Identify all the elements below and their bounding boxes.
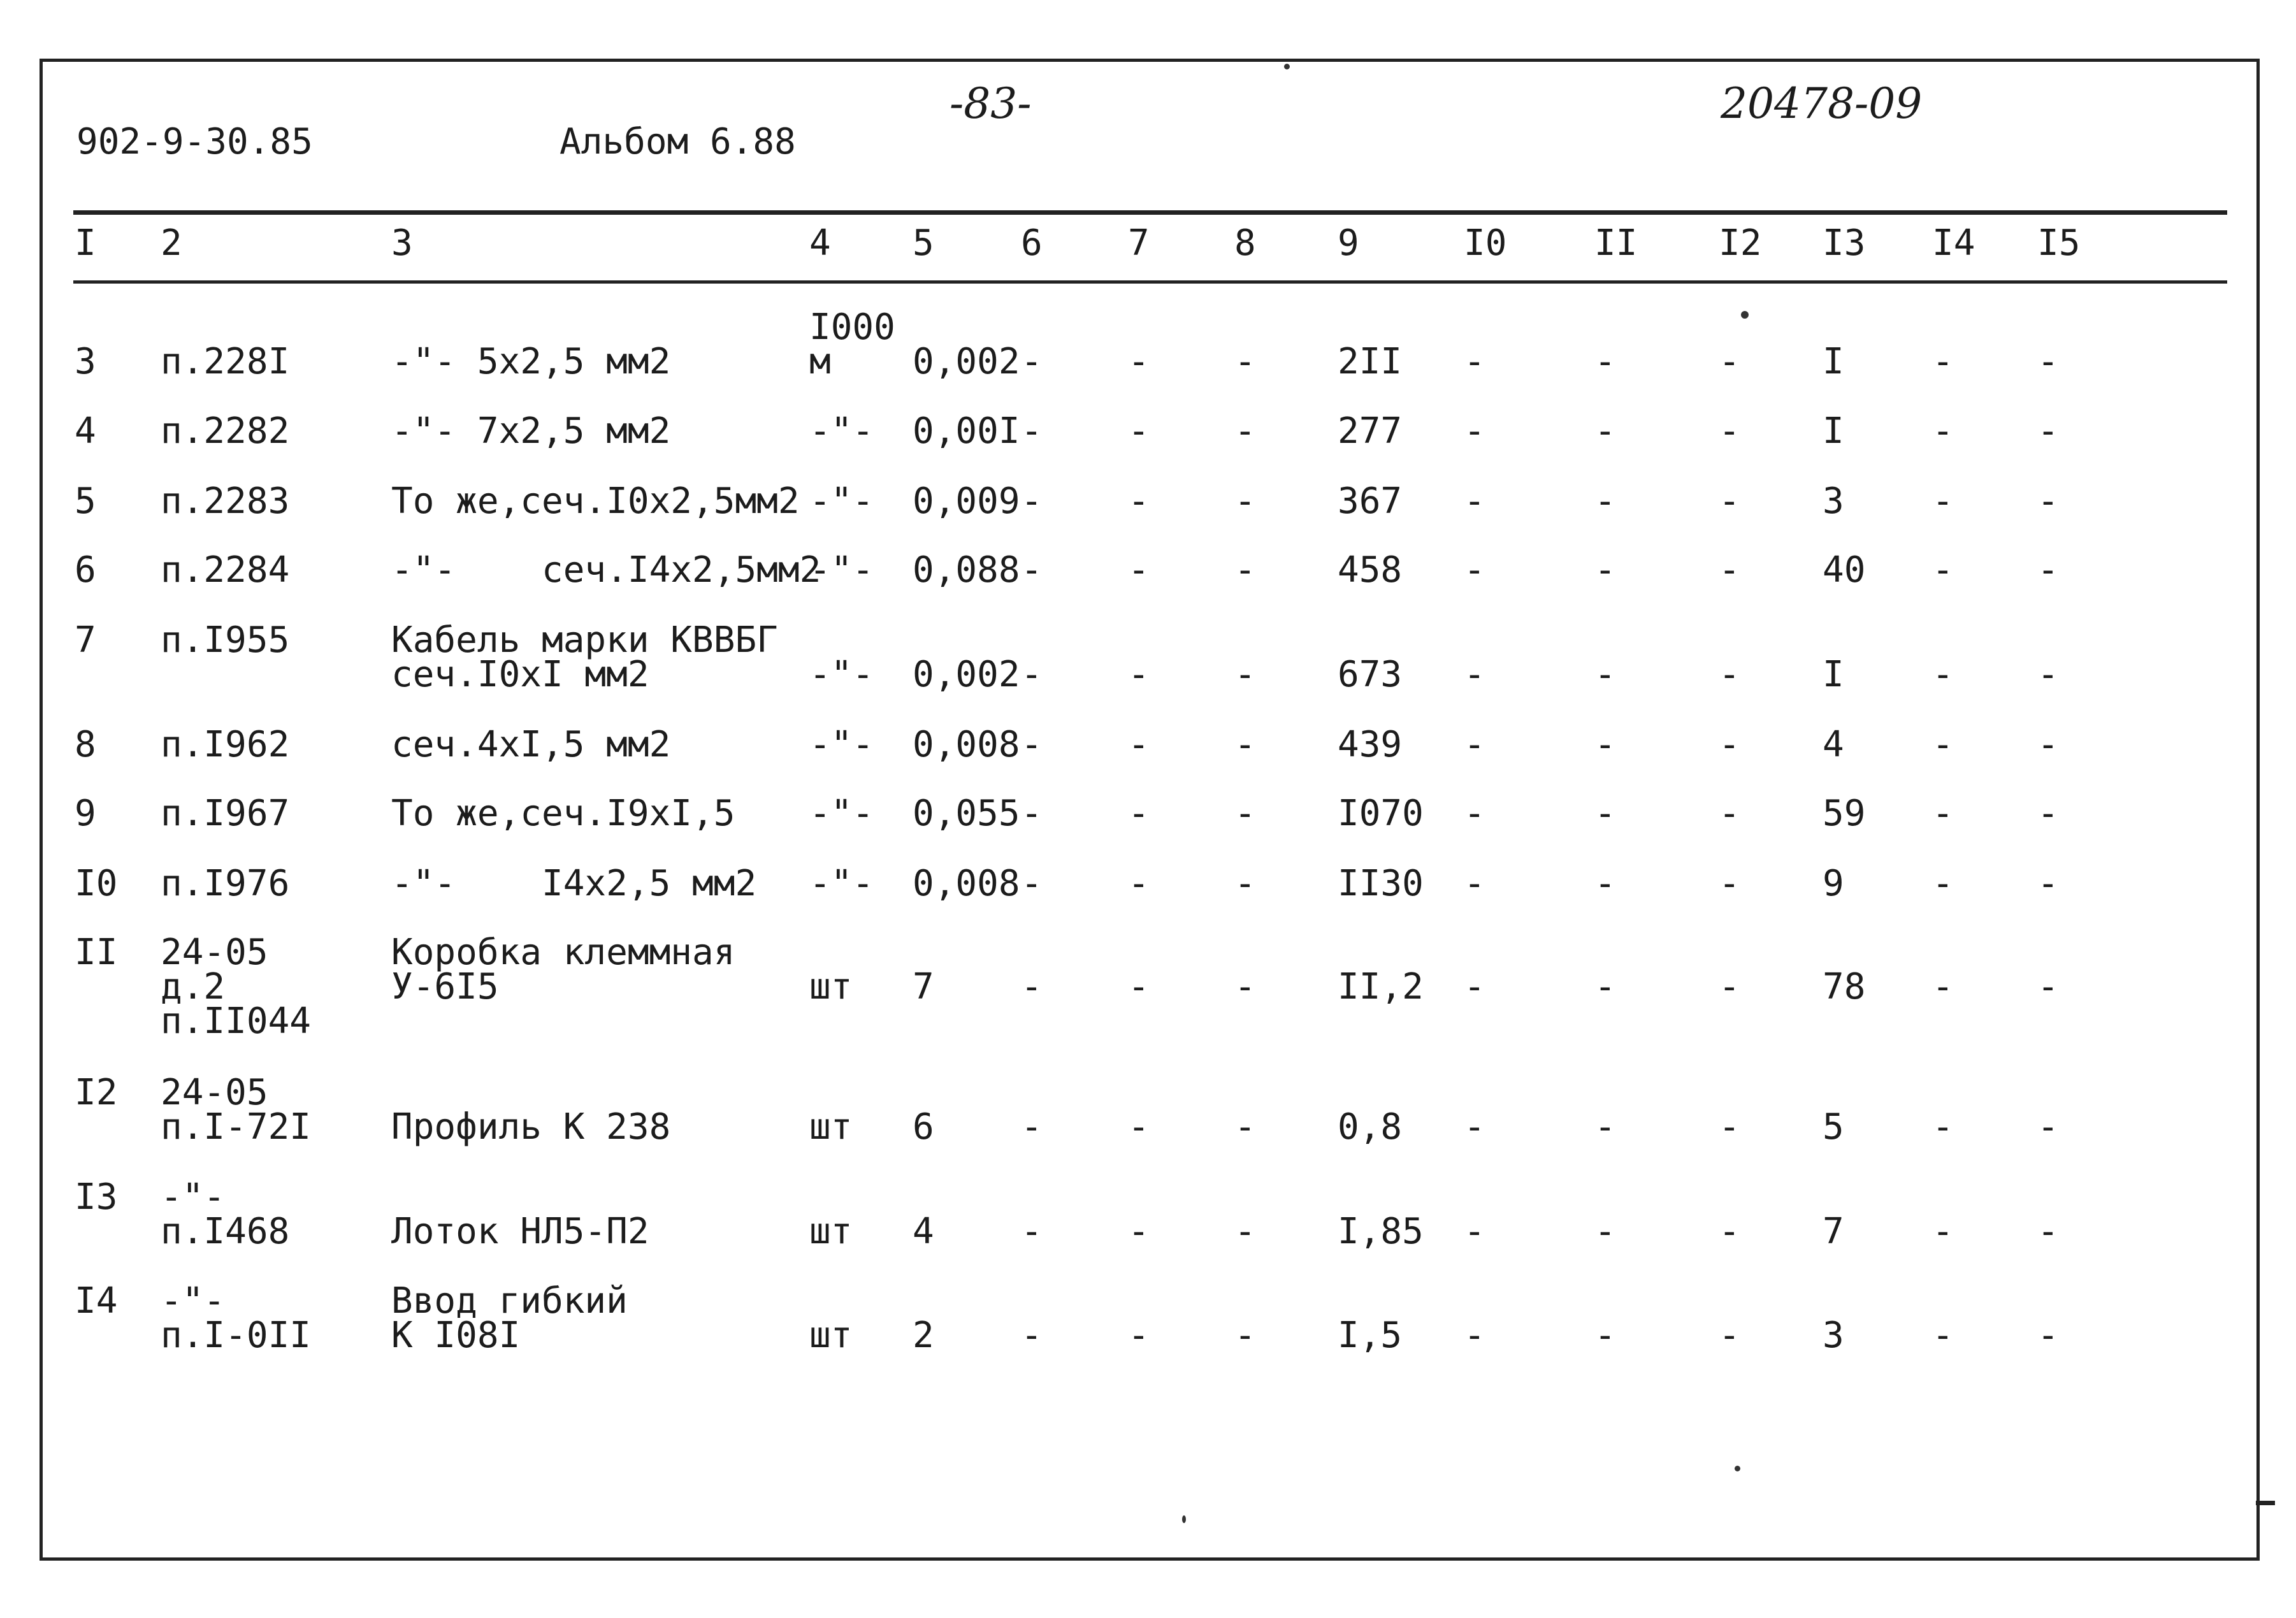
cell-col-14: - (1932, 1106, 1954, 1148)
cell-col-1: I2 (75, 1072, 118, 1113)
cell-col-15: - (2037, 966, 2059, 1008)
cell-col-1: I4 (75, 1280, 118, 1322)
cell-col-11: - (1594, 341, 1616, 382)
cell-col-6: - (1021, 1106, 1043, 1148)
cell-col-4: -"- (809, 410, 874, 452)
cell-col-5: 0,008 (913, 863, 1020, 904)
cell-col-6: - (1021, 966, 1043, 1008)
cell-col-14: - (1932, 480, 1954, 522)
column-header: II (1594, 222, 1638, 264)
cell-col-15: - (2037, 549, 2059, 591)
cell-col-1: 9 (75, 793, 96, 834)
cell-col-15: - (2037, 863, 2059, 904)
cell-col-5: 6 (913, 1106, 934, 1148)
cell-col-13: I (1823, 410, 1844, 452)
cell-col-14: - (1932, 724, 1954, 765)
cell-col-5: 0,00I (913, 410, 1020, 452)
cell-col-11: - (1594, 724, 1616, 765)
cell-col-9: 367 (1338, 480, 1403, 522)
cell-col-4: -"- (809, 863, 874, 904)
cell-col-14: - (1932, 549, 1954, 591)
cell-col-9: 277 (1338, 410, 1403, 452)
cell-col-7: - (1128, 724, 1150, 765)
cell-col-14: - (1932, 1315, 1954, 1356)
cell-col-4: -"- (809, 724, 874, 765)
cell-col-13: I (1823, 654, 1844, 695)
cell-col-7: - (1128, 1106, 1150, 1148)
cell-col-4: -"- (809, 549, 874, 591)
cell-col-12: - (1719, 654, 1740, 695)
cell-col-6: - (1021, 724, 1043, 765)
cell-col-4: -"- (809, 480, 874, 522)
cell-col-5: 0,055 (913, 793, 1020, 834)
sheet-code: 20478-09 (1721, 79, 1923, 128)
cell-col-1: II (75, 932, 118, 973)
cell-col-1: 5 (75, 480, 96, 522)
cell-col-1: 3 (75, 341, 96, 382)
cell-col-2: п.2284 (161, 549, 290, 591)
cell-col-15: - (2037, 724, 2059, 765)
cell-col-8: - (1234, 341, 1256, 382)
cell-col-10: - (1464, 549, 1485, 591)
cell-col-4: шт (809, 966, 853, 1008)
cell-col-11: - (1594, 480, 1616, 522)
cell-col-13: 3 (1823, 480, 1844, 522)
cell-col-12: - (1719, 793, 1740, 834)
cell-col-6: - (1021, 793, 1043, 834)
cell-col-8: - (1234, 410, 1256, 452)
cell-col-8: - (1234, 724, 1256, 765)
cell-col-3: Кабель марки КВВБГ сеч.I0хI мм2 (391, 619, 778, 695)
column-header: 4 (809, 222, 831, 264)
cell-col-2: п.I967 (161, 793, 290, 834)
cell-col-3: -"- I4х2,5 мм2 (391, 863, 757, 904)
cell-col-13: 5 (1823, 1106, 1844, 1148)
cell-col-6: - (1021, 1315, 1043, 1356)
cell-col-13: I (1823, 341, 1844, 382)
cell-col-15: - (2037, 480, 2059, 522)
cell-col-2: п.228I (161, 341, 290, 382)
cell-col-3: сеч.4хI,5 мм2 (391, 724, 671, 765)
cell-col-6: - (1021, 549, 1043, 591)
cell-col-7: - (1128, 410, 1150, 452)
cell-col-11: - (1594, 410, 1616, 452)
cell-col-14: - (1932, 793, 1954, 834)
column-header: I2 (1719, 222, 1762, 264)
cell-col-15: - (2037, 1106, 2059, 1148)
cell-col-12: - (1719, 966, 1740, 1008)
cell-col-7: - (1128, 654, 1150, 695)
column-header: 2 (161, 222, 182, 264)
cell-col-10: - (1464, 1106, 1485, 1148)
cell-col-8: - (1234, 863, 1256, 904)
cell-col-5: 0,002 (913, 341, 1020, 382)
cell-col-8: - (1234, 793, 1256, 834)
cell-col-12: - (1719, 724, 1740, 765)
cell-col-10: - (1464, 1315, 1485, 1356)
cell-col-6: - (1021, 480, 1043, 522)
cell-col-9: I,5 (1338, 1315, 1403, 1356)
cell-col-9: 673 (1338, 654, 1403, 695)
cell-col-9: 0,8 (1338, 1106, 1403, 1148)
cell-col-4: -"- (809, 793, 874, 834)
cell-col-5: 2 (913, 1315, 934, 1356)
cell-col-13: 7 (1823, 1211, 1844, 1252)
cell-col-1: 6 (75, 549, 96, 591)
column-header: 3 (391, 222, 413, 264)
column-header: 5 (913, 222, 934, 264)
cell-col-5: 4 (913, 1211, 934, 1252)
cell-col-4: шт (809, 1315, 853, 1356)
cell-col-12: - (1719, 549, 1740, 591)
page-number: -83- (949, 79, 1032, 128)
cell-col-3: Лоток НЛ5-П2 (391, 1211, 649, 1252)
cell-col-4: шт (809, 1106, 853, 1148)
cell-col-3: Ввод гибкий К I08I (391, 1280, 628, 1356)
cell-col-12: - (1719, 341, 1740, 382)
cell-col-6: - (1021, 654, 1043, 695)
cell-col-1: I3 (75, 1176, 118, 1218)
cell-col-9: II,2 (1338, 966, 1424, 1008)
column-header: I (75, 222, 96, 264)
cell-col-10: - (1464, 480, 1485, 522)
cell-col-4: шт (809, 1211, 853, 1252)
cell-col-11: - (1594, 1315, 1616, 1356)
cell-col-13: 9 (1823, 863, 1844, 904)
cell-col-8: - (1234, 1106, 1256, 1148)
cell-col-12: - (1719, 1106, 1740, 1148)
column-header: 8 (1234, 222, 1256, 264)
cell-col-7: - (1128, 863, 1150, 904)
cell-col-5: 0,008 (913, 724, 1020, 765)
cell-col-13: 40 (1823, 549, 1866, 591)
column-header: 6 (1021, 222, 1043, 264)
cell-col-3: То же,сеч.I9хI,5 (391, 793, 735, 834)
cell-col-6: - (1021, 341, 1043, 382)
scan-speck (1735, 1466, 1740, 1471)
cell-col-2: п.I962 (161, 724, 290, 765)
cell-col-14: - (1932, 863, 1954, 904)
cell-col-11: - (1594, 549, 1616, 591)
cell-col-13: 3 (1823, 1315, 1844, 1356)
cell-col-10: - (1464, 863, 1485, 904)
cell-col-6: - (1021, 863, 1043, 904)
cell-col-6: - (1021, 1211, 1043, 1252)
scan-speck (1182, 1515, 1186, 1523)
cell-col-15: - (2037, 654, 2059, 695)
column-header: I0 (1464, 222, 1507, 264)
cell-col-10: - (1464, 793, 1485, 834)
cell-col-2: 24-05 п.I-72I (161, 1072, 312, 1148)
cell-col-3: -"- 7х2,5 мм2 (391, 410, 671, 452)
cell-col-8: - (1234, 1315, 1256, 1356)
cell-col-12: - (1719, 863, 1740, 904)
cell-col-7: - (1128, 549, 1150, 591)
cell-col-14: - (1932, 654, 1954, 695)
cell-col-2: п.2282 (161, 410, 290, 452)
cell-col-15: - (2037, 1211, 2059, 1252)
cell-col-14: - (1932, 1211, 1954, 1252)
cell-col-9: 458 (1338, 549, 1403, 591)
cell-col-10: - (1464, 724, 1485, 765)
column-header: 7 (1128, 222, 1150, 264)
column-header: 9 (1338, 222, 1359, 264)
scan-speck (1284, 64, 1290, 69)
cell-col-2: -"- п.I468 (161, 1176, 290, 1252)
cell-col-3: Профиль К 238 (391, 1106, 671, 1148)
cell-col-3: Коробка клеммная У-6I5 (391, 932, 735, 1008)
album-label: Альбом 6.88 (560, 121, 796, 163)
cell-col-10: - (1464, 341, 1485, 382)
cell-col-6: - (1021, 410, 1043, 452)
column-header: I5 (2037, 222, 2081, 264)
cell-col-14: - (1932, 966, 1954, 1008)
cell-col-3: То же,сеч.I0х2,5мм2 (391, 480, 800, 522)
cell-col-1: I0 (75, 863, 118, 904)
cell-col-1: 7 (75, 619, 96, 661)
cell-col-2: -"- п.I-0II (161, 1280, 312, 1356)
cell-col-1: 8 (75, 724, 96, 765)
cell-col-5: 0,002 (913, 654, 1020, 695)
cell-col-10: - (1464, 1211, 1485, 1252)
cell-col-3: -"- сеч.I4х2,5мм2 (391, 549, 821, 591)
cell-col-9: 2II (1338, 341, 1403, 382)
column-header: I4 (1932, 222, 1975, 264)
cell-col-11: - (1594, 1106, 1616, 1148)
cell-col-13: 4 (1823, 724, 1844, 765)
cell-col-15: - (2037, 410, 2059, 452)
header-rule-bottom (73, 280, 2227, 284)
cell-col-5: 0,009 (913, 480, 1020, 522)
cell-col-13: 78 (1823, 966, 1866, 1008)
cell-col-1: 4 (75, 410, 96, 452)
cell-col-10: - (1464, 654, 1485, 695)
cell-col-14: - (1932, 410, 1954, 452)
cell-col-15: - (2037, 341, 2059, 382)
cell-col-8: - (1234, 480, 1256, 522)
cell-col-2: п.I976 (161, 863, 290, 904)
cell-col-8: - (1234, 1211, 1256, 1252)
cell-col-7: - (1128, 1315, 1150, 1356)
cell-col-15: - (2037, 793, 2059, 834)
column-header: I3 (1823, 222, 1866, 264)
cell-col-11: - (1594, 1211, 1616, 1252)
cell-col-7: - (1128, 480, 1150, 522)
cell-col-7: - (1128, 1211, 1150, 1252)
cell-col-5: 7 (913, 966, 934, 1008)
cell-col-12: - (1719, 1211, 1740, 1252)
cell-col-9: I070 (1338, 793, 1424, 834)
cell-col-10: - (1464, 410, 1485, 452)
frame-tick-mark (2256, 1501, 2275, 1505)
cell-col-3: -"- 5х2,5 мм2 (391, 341, 671, 382)
cell-col-2: 24-05 д.2 п.II044 (161, 932, 312, 1042)
cell-col-5: 0,088 (913, 549, 1020, 591)
cell-col-7: - (1128, 793, 1150, 834)
cell-col-2: п.2283 (161, 480, 290, 522)
cell-col-11: - (1594, 863, 1616, 904)
cell-col-12: - (1719, 410, 1740, 452)
page-frame (40, 59, 2260, 1561)
cell-col-12: - (1719, 480, 1740, 522)
doc-code: 902-9-30.85 (76, 121, 313, 163)
cell-col-8: - (1234, 654, 1256, 695)
cell-col-9: II30 (1338, 863, 1424, 904)
cell-col-11: - (1594, 654, 1616, 695)
cell-col-10: - (1464, 966, 1485, 1008)
cell-col-7: - (1128, 966, 1150, 1008)
cell-col-13: 59 (1823, 793, 1866, 834)
cell-col-15: - (2037, 1315, 2059, 1356)
cell-col-8: - (1234, 966, 1256, 1008)
cell-col-4: I000 м (809, 307, 895, 382)
cell-col-12: - (1719, 1315, 1740, 1356)
cell-col-7: - (1128, 341, 1150, 382)
cell-col-2: п.I955 (161, 619, 290, 661)
header-rule-top (73, 210, 2227, 215)
cell-col-11: - (1594, 966, 1616, 1008)
cell-col-11: - (1594, 793, 1616, 834)
scan-speck (1741, 311, 1749, 319)
cell-col-14: - (1932, 341, 1954, 382)
cell-col-8: - (1234, 549, 1256, 591)
cell-col-9: I,85 (1338, 1211, 1424, 1252)
cell-col-4: -"- (809, 654, 874, 695)
cell-col-9: 439 (1338, 724, 1403, 765)
